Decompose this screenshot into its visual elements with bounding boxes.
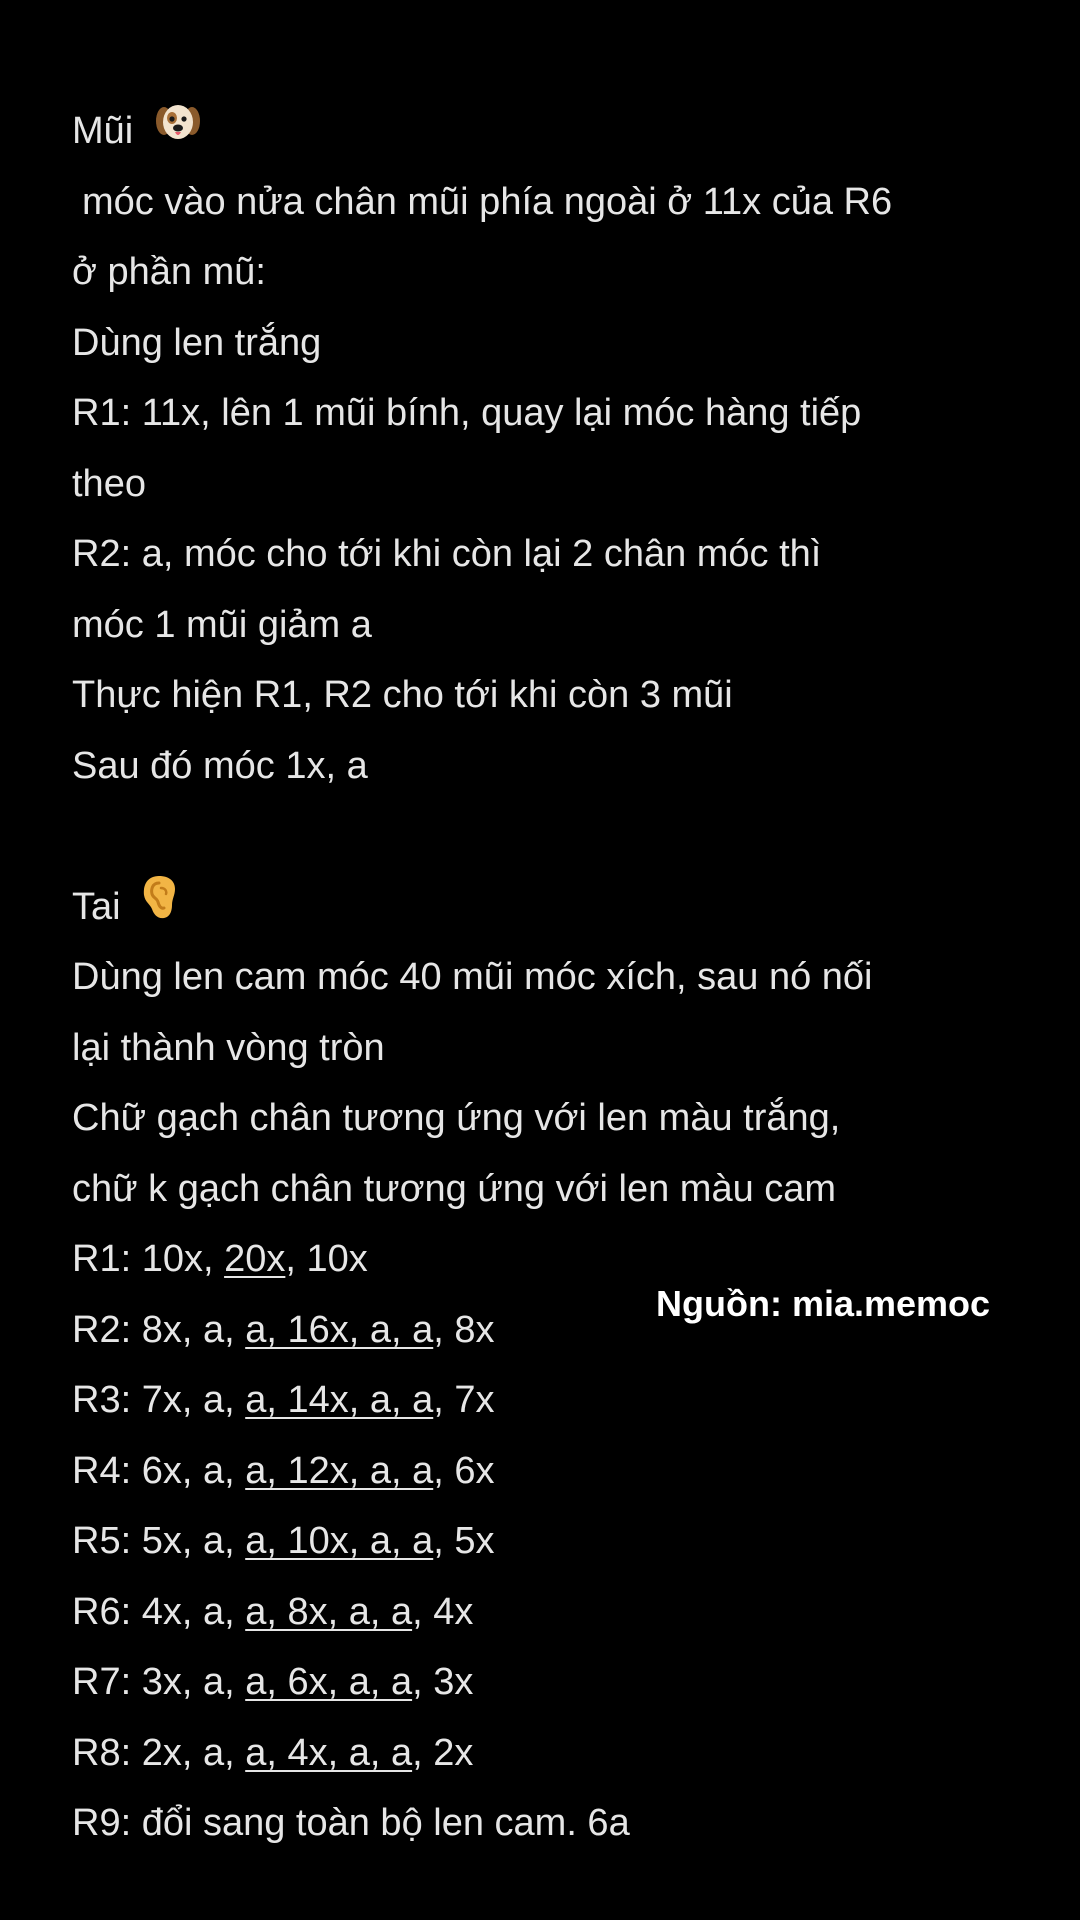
ear-row-r8 bbox=[72, 1718, 1012, 1789]
instructions-text bbox=[72, 96, 1012, 1859]
row-suffix: , 8x bbox=[433, 1308, 495, 1351]
nose-line-2: ở phần mũ: bbox=[72, 251, 266, 293]
row-prefix: R4: 6x, a, bbox=[72, 1449, 246, 1492]
section-spacer bbox=[72, 801, 1012, 872]
row-suffix: , 3x bbox=[412, 1661, 474, 1703]
row-prefix: R7: 3x, a, bbox=[72, 1661, 246, 1703]
ear-final-line: R9: đổi sang toàn bộ len cam. 6a bbox=[72, 1802, 630, 1844]
nose-line-9: Sau đó móc 1x, a bbox=[72, 744, 368, 787]
row-prefix: R8: 2x, a, bbox=[72, 1731, 246, 1774]
ear-line-2: lại thành vòng tròn bbox=[72, 1026, 385, 1069]
nose-line-3: Dùng len trắng bbox=[72, 321, 322, 364]
nose-line-8: Thực hiện R1, R2 cho tới khi còn 3 mũi bbox=[72, 674, 733, 716]
row-suffix: , 5x bbox=[433, 1520, 495, 1562]
ear-section-title bbox=[72, 872, 1012, 943]
row-prefix: R5: 5x, a, bbox=[72, 1520, 246, 1562]
nose-line-6: R2: a, móc cho tới khi còn lại 2 chân móc thì bbox=[72, 533, 822, 575]
source-credit: Nguồn: mia.memoc bbox=[656, 1283, 991, 1324]
ear-title-text: Tai bbox=[72, 885, 121, 928]
row-underlined: a, 16x, a, a bbox=[245, 1308, 434, 1351]
nose-title-text: Mũi bbox=[72, 110, 134, 152]
nose-line-7: móc 1 mũi giảm a bbox=[72, 603, 372, 646]
ear-icon bbox=[141, 873, 177, 944]
ear-line-1: Dùng len cam móc 40 mũi móc xích, sau nó nối bbox=[72, 956, 873, 998]
row-suffix: , 6x bbox=[433, 1449, 495, 1492]
row-underlined: 20x bbox=[224, 1238, 286, 1280]
row-underlined: a, 6x, a, a bbox=[245, 1661, 413, 1703]
nose-line-4: R1: 11x, lên 1 mũi bính, quay lại móc hàng tiếp bbox=[72, 392, 862, 434]
row-prefix: R2: 8x, a, bbox=[72, 1308, 246, 1351]
row-suffix: , 4x bbox=[412, 1590, 474, 1633]
row-prefix: R3: 7x, a, bbox=[72, 1379, 246, 1421]
ear-row-r4 bbox=[72, 1436, 1012, 1507]
row-suffix: , 2x bbox=[412, 1731, 474, 1774]
row-underlined: a, 4x, a, a bbox=[245, 1731, 413, 1774]
row-underlined: a, 8x, a, a bbox=[245, 1590, 413, 1633]
ear-row-r3 bbox=[72, 1365, 1012, 1436]
ear-line-4: chữ k gạch chân tương ứng với len màu cam bbox=[72, 1167, 837, 1210]
ear-row-r6 bbox=[72, 1577, 1012, 1648]
row-prefix: R1: 10x, bbox=[72, 1238, 225, 1280]
ear-line-3: Chữ gạch chân tương ứng với len màu trắng, bbox=[72, 1097, 841, 1139]
nose-line-1: móc vào nửa chân mũi phía ngoài ở 11x của R6 bbox=[82, 180, 893, 223]
nose-line-5: theo bbox=[72, 462, 146, 505]
row-underlined: a, 10x, a, a bbox=[245, 1520, 434, 1562]
ear-row-r7 bbox=[72, 1647, 1012, 1718]
row-underlined: a, 12x, a, a bbox=[245, 1449, 434, 1492]
dog-face-icon bbox=[154, 97, 202, 169]
row-suffix: , 10x bbox=[285, 1238, 368, 1280]
row-prefix: R6: 4x, a, bbox=[72, 1590, 246, 1633]
nose-section-title bbox=[72, 96, 1012, 167]
row-suffix: , 7x bbox=[433, 1379, 495, 1421]
row-underlined: a, 14x, a, a bbox=[245, 1379, 434, 1421]
ear-row-r5 bbox=[72, 1506, 1012, 1577]
